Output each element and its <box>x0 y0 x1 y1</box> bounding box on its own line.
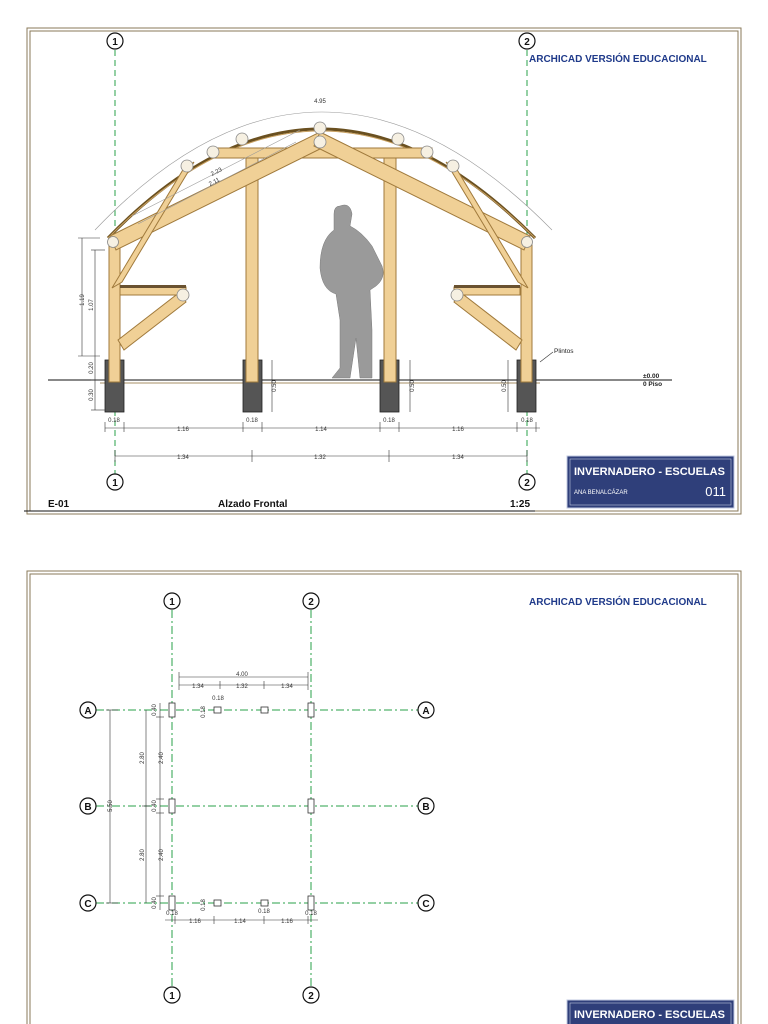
post-inner-right <box>384 155 396 382</box>
author: ANA BENALCÁZAR <box>574 490 628 496</box>
post-left <box>109 240 120 382</box>
plan-bubble-2-bottom <box>303 987 319 1003</box>
sheet-bottom <box>27 571 741 1024</box>
bench-right <box>454 287 520 295</box>
plinth-label: Plintos <box>554 348 574 355</box>
watermark-bottom: ARCHICAD VERSIÓN EDUCACIONAL <box>529 597 707 608</box>
view-title: Alzado Frontal <box>218 499 288 510</box>
sheet-bottom-border <box>27 571 741 1024</box>
plan-dim-x3: 1.34 <box>281 684 293 690</box>
sheet-number: 011 <box>705 484 726 499</box>
svg-text:B: B <box>422 802 430 813</box>
plan-bubble-C-left <box>80 895 96 911</box>
plan-bubble-1-bottom <box>164 987 180 1003</box>
plan-dim-bx3: 1.16 <box>281 919 293 925</box>
svg-text:2: 2 <box>524 478 530 489</box>
plan-dim-total-x: 4.00 <box>236 672 248 678</box>
sheet-top <box>24 28 741 514</box>
svg-text:2: 2 <box>308 597 314 608</box>
plan-dim-y-axis-1: 2.80 <box>140 752 146 764</box>
dim-post-w-4: 0.18 <box>521 418 533 424</box>
svg-text:B: B <box>84 802 92 813</box>
svg-text:C: C <box>422 899 430 910</box>
watermark-top: ARCHICAD VERSIÓN EDUCACIONAL <box>529 54 707 65</box>
dim-h-below: 0.30 <box>89 389 95 401</box>
dim-plinth-h-3: 0.50 <box>502 380 508 392</box>
level-name: 0 Piso <box>643 381 663 388</box>
dim-h-post: 1.07 <box>89 299 95 311</box>
plan-dim-x1: 1.34 <box>192 684 204 690</box>
view-scale: 1:25 <box>510 499 531 510</box>
svg-text:2: 2 <box>524 37 530 48</box>
plan-dim-y-axis-2: 2.80 <box>140 849 146 861</box>
dim-axis-2: 1.32 <box>314 455 326 461</box>
svg-text:1: 1 <box>112 37 118 48</box>
plan-dim-bx2: 1.14 <box>234 919 246 925</box>
svg-text:1: 1 <box>169 991 175 1002</box>
plan-dim-small-B: 0.40 <box>152 800 158 812</box>
plan-bubble-B-right <box>418 798 434 814</box>
plan-dim-post-b2: 0.18 <box>258 909 270 915</box>
project-title-bottom: INVERNADERO - ESCUELAS <box>574 1009 725 1021</box>
dim-h-base: 0.20 <box>89 362 95 374</box>
plan-dim-x2: 1.32 <box>236 684 248 690</box>
dim-post-w-1: 0.18 <box>108 418 120 424</box>
plan-dim-y-clear-2: 2.40 <box>159 849 165 861</box>
svg-text:C: C <box>84 899 92 910</box>
dim-h-total: 1.19 <box>80 294 86 306</box>
plan-dim-post-bottom-v: 0.18 <box>201 899 207 911</box>
plan-bubble-2-top <box>303 593 319 609</box>
dim-rafter-b: 2.11 <box>208 177 221 188</box>
svg-text:1: 1 <box>112 478 118 489</box>
plan-dim-small-C: 0.40 <box>152 897 158 909</box>
plan-dim-bx1: 1.16 <box>189 919 201 925</box>
dim-plinth-h-1: 0.50 <box>272 380 278 392</box>
svg-text:A: A <box>422 706 430 717</box>
dim-axis-1: 1.34 <box>177 455 189 461</box>
plan-bubble-A-left <box>80 702 96 718</box>
level-label: ±0.00 <box>643 373 660 380</box>
sheet-code: E-01 <box>48 499 70 510</box>
dim-arc: 4.95 <box>314 99 326 105</box>
title-block-bottom <box>567 1000 734 1024</box>
plan-dim-post-top: 0.18 <box>212 696 224 702</box>
plan-dim-small-A: 0.40 <box>152 704 158 716</box>
grid-bubble-1-top <box>107 33 123 49</box>
plan-bubble-1-top <box>164 593 180 609</box>
project-title: INVERNADERO - ESCUELAS <box>574 466 725 478</box>
dim-clear-3: 1.16 <box>452 427 464 433</box>
dim-plinth-h-2: 0.50 <box>410 380 416 392</box>
dim-clear-1: 1.16 <box>177 427 189 433</box>
plan-bubble-A-right <box>418 702 434 718</box>
dim-clear-2: 1.14 <box>315 427 327 433</box>
dim-axis-3: 1.34 <box>452 455 464 461</box>
plan-dim-post-b1: 0.18 <box>166 911 178 917</box>
grid-bubble-1-bottom <box>107 474 123 490</box>
plan-dim-post-top-v: 0.18 <box>201 706 207 718</box>
bench-left <box>120 287 186 295</box>
post-right <box>521 240 532 382</box>
plan-bubble-C-right <box>418 895 434 911</box>
plan-bubble-B-left <box>80 798 96 814</box>
svg-text:1: 1 <box>169 597 175 608</box>
dim-post-w-3: 0.18 <box>383 418 395 424</box>
plan-dim-y-clear-1: 2.40 <box>159 752 165 764</box>
dim-rafter-a: 2.23 <box>210 167 224 178</box>
post-inner-left <box>246 155 258 382</box>
svg-text:A: A <box>84 706 92 717</box>
grid-bubble-2-top <box>519 33 535 49</box>
grid-bubble-2-bottom <box>519 474 535 490</box>
title-block-top <box>567 456 734 508</box>
dim-post-w-2: 0.18 <box>246 418 258 424</box>
plan-dim-post-b3: 0.18 <box>305 911 317 917</box>
svg-text:2: 2 <box>308 991 314 1002</box>
plan-dim-total-y: 5.50 <box>108 800 114 812</box>
